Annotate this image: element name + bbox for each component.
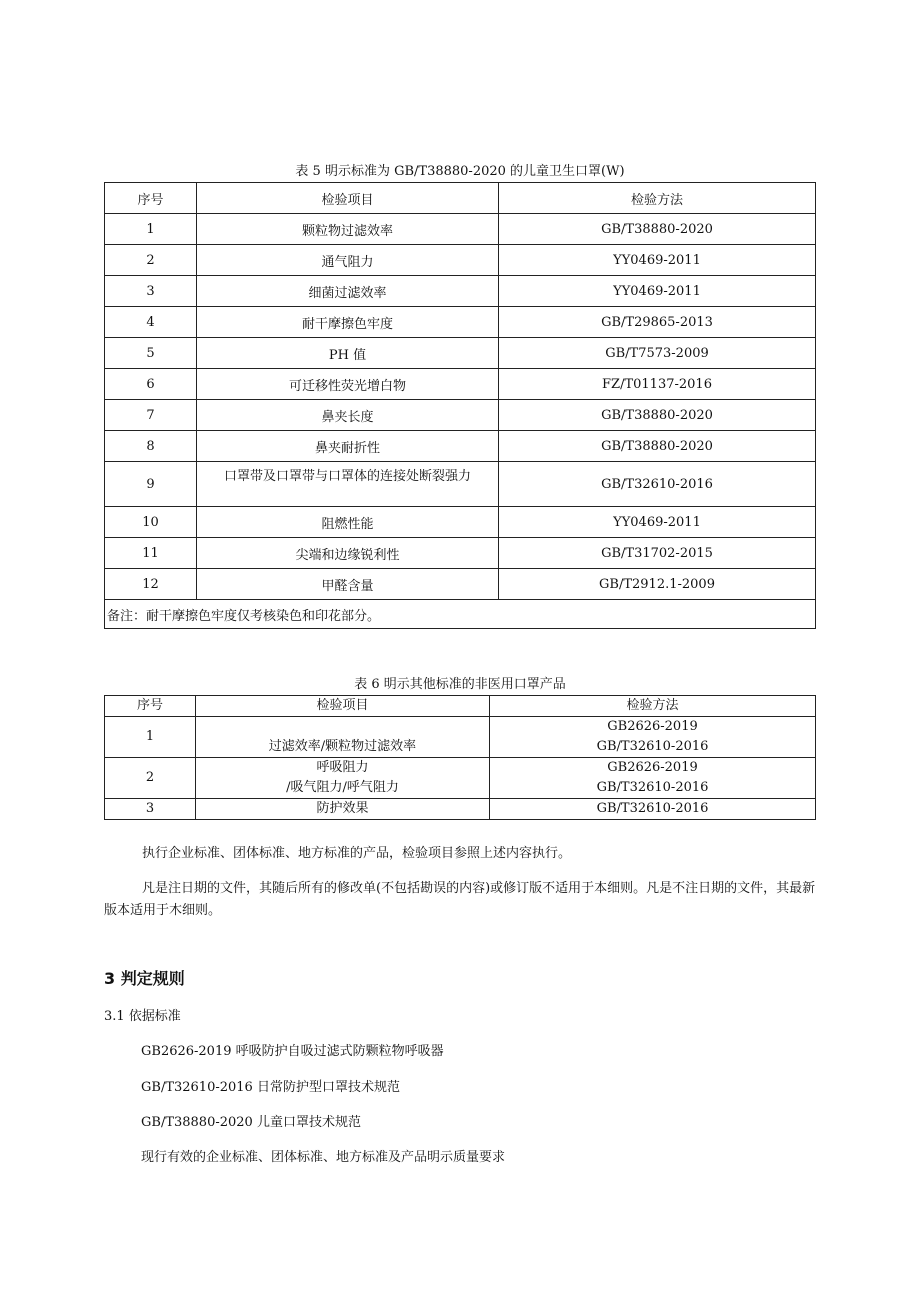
table-row (105, 462, 816, 507)
test-method: YY0469-2011 (499, 507, 816, 538)
row-number: 5 (105, 338, 197, 369)
header-cell: 检验项目 (197, 183, 499, 214)
table-row (105, 799, 816, 820)
table-row (105, 338, 816, 369)
table-header-row (105, 696, 816, 717)
header-cell: 检验方法 (490, 696, 816, 717)
table6 (104, 695, 816, 820)
test-item: 阻燃性能 (197, 507, 499, 538)
standard-line: GB2626-2019 呼吸防护自吸过滤式防颗粒物呼吸器 (141, 1044, 444, 1059)
table-row (105, 507, 816, 538)
table-row (105, 717, 816, 758)
row-number: 1 (105, 214, 197, 245)
test-method: YY0469-2011 (499, 245, 816, 276)
table5 (104, 182, 816, 629)
test-method: GB/T7573-2009 (499, 338, 816, 369)
test-item-line: /吸气阻力/呼气阻力 (286, 780, 399, 795)
table-header-row (105, 183, 816, 214)
row-number: 9 (105, 462, 197, 507)
test-item: 尖端和边缘锐利性 (197, 538, 499, 569)
test-item: 防护效果 (196, 799, 490, 820)
test-item: 通气阻力 (197, 245, 499, 276)
table-note: 备注：耐干摩擦色牢度仅考核染色和印花部分。 (105, 600, 816, 629)
standard-line: GB/T38880-2020 儿童口罩技术规范 (141, 1115, 361, 1130)
test-item: 鼻夹耐折性 (197, 431, 499, 462)
test-method: YY0469-2011 (499, 276, 816, 307)
row-number: 3 (105, 276, 197, 307)
section-heading: 3 判定规则 (104, 969, 185, 988)
table-row (105, 758, 816, 799)
test-item: 可迁移性荧光增白物 (197, 369, 499, 400)
header-cell: 检验项目 (196, 696, 490, 717)
table-row (105, 214, 816, 245)
row-number: 12 (105, 569, 197, 600)
test-item-line: 过滤效率/颗粒物过滤效率 (268, 739, 417, 754)
table-row (105, 276, 816, 307)
header-cell: 序号 (105, 183, 197, 214)
test-method-line: GB/T32610-2016 (596, 780, 709, 795)
table-row (105, 538, 816, 569)
row-number: 8 (105, 431, 197, 462)
table-row (105, 431, 816, 462)
table5-caption: 表 5 明示标准为 GB/T38880-2020 的儿童卫生口罩(W) (295, 164, 625, 179)
test-method (490, 758, 816, 799)
table-row (105, 400, 816, 431)
table-row (105, 245, 816, 276)
test-item: 口罩带及口罩带与口罩体的连接处断裂强力 (197, 462, 499, 507)
row-number: 2 (105, 758, 196, 799)
row-number: 1 (105, 717, 196, 758)
row-number: 3 (105, 799, 196, 820)
test-method: GB/T29865-2013 (499, 307, 816, 338)
test-method: GB/T32610-2016 (499, 462, 816, 507)
test-item: 鼻夹长度 (197, 400, 499, 431)
test-item: 细菌过滤效率 (197, 276, 499, 307)
test-method: GB/T31702-2015 (499, 538, 816, 569)
table-note-row (105, 600, 816, 629)
test-method-line: GB2626-2019 (607, 760, 698, 775)
test-item (196, 758, 490, 799)
test-method (490, 717, 816, 758)
table-row (105, 369, 816, 400)
row-number: 6 (105, 369, 197, 400)
table-row (105, 569, 816, 600)
test-method-line: GB/T32610-2016 (596, 739, 709, 754)
test-method: GB/T38880-2020 (499, 214, 816, 245)
standard-line: GB/T32610-2016 日常防护型口罩技术规范 (141, 1080, 400, 1095)
paragraph-execution: 执行企业标准、团体标准、地方标准的产品，检验项目参照上述内容执行。 (142, 846, 572, 861)
subsection-title: 3.1 依据标准 (104, 1009, 181, 1024)
test-item: 耐干摩擦色牢度 (197, 307, 499, 338)
paragraph-dated-references: 凡是注日期的文件，其随后所有的修改单(不包括勘误的内容)或修订版不适用于本细则。凡是不注日期的文件，其最新版本适用于木细则。 (104, 881, 816, 918)
header-cell: 序号 (105, 696, 196, 717)
table-row (105, 307, 816, 338)
standard-line: 现行有效的企业标准、团体标准、地方标准及产品明示质量要求 (141, 1150, 506, 1165)
row-number: 11 (105, 538, 197, 569)
test-method: FZ/T01137-2016 (499, 369, 816, 400)
test-item (196, 717, 490, 758)
test-method: GB/T2912.1-2009 (499, 569, 816, 600)
header-cell: 检验方法 (499, 183, 816, 214)
test-item-line: 呼吸阻力 (316, 760, 369, 775)
test-method: GB/T38880-2020 (499, 431, 816, 462)
row-number: 2 (105, 245, 197, 276)
row-number: 7 (105, 400, 197, 431)
test-method: GB/T32610-2016 (490, 799, 816, 820)
row-number: 10 (105, 507, 197, 538)
table6-caption: 表 6 明示其他标准的非医用口罩产品 (354, 677, 566, 692)
test-method: GB/T38880-2020 (499, 400, 816, 431)
row-number: 4 (105, 307, 197, 338)
test-item: PH 值 (197, 338, 499, 369)
test-item: 颗粒物过滤效率 (197, 214, 499, 245)
test-item-line (198, 717, 487, 737)
test-item: 甲醛含量 (197, 569, 499, 600)
test-method-line: GB2626-2019 (607, 719, 698, 734)
